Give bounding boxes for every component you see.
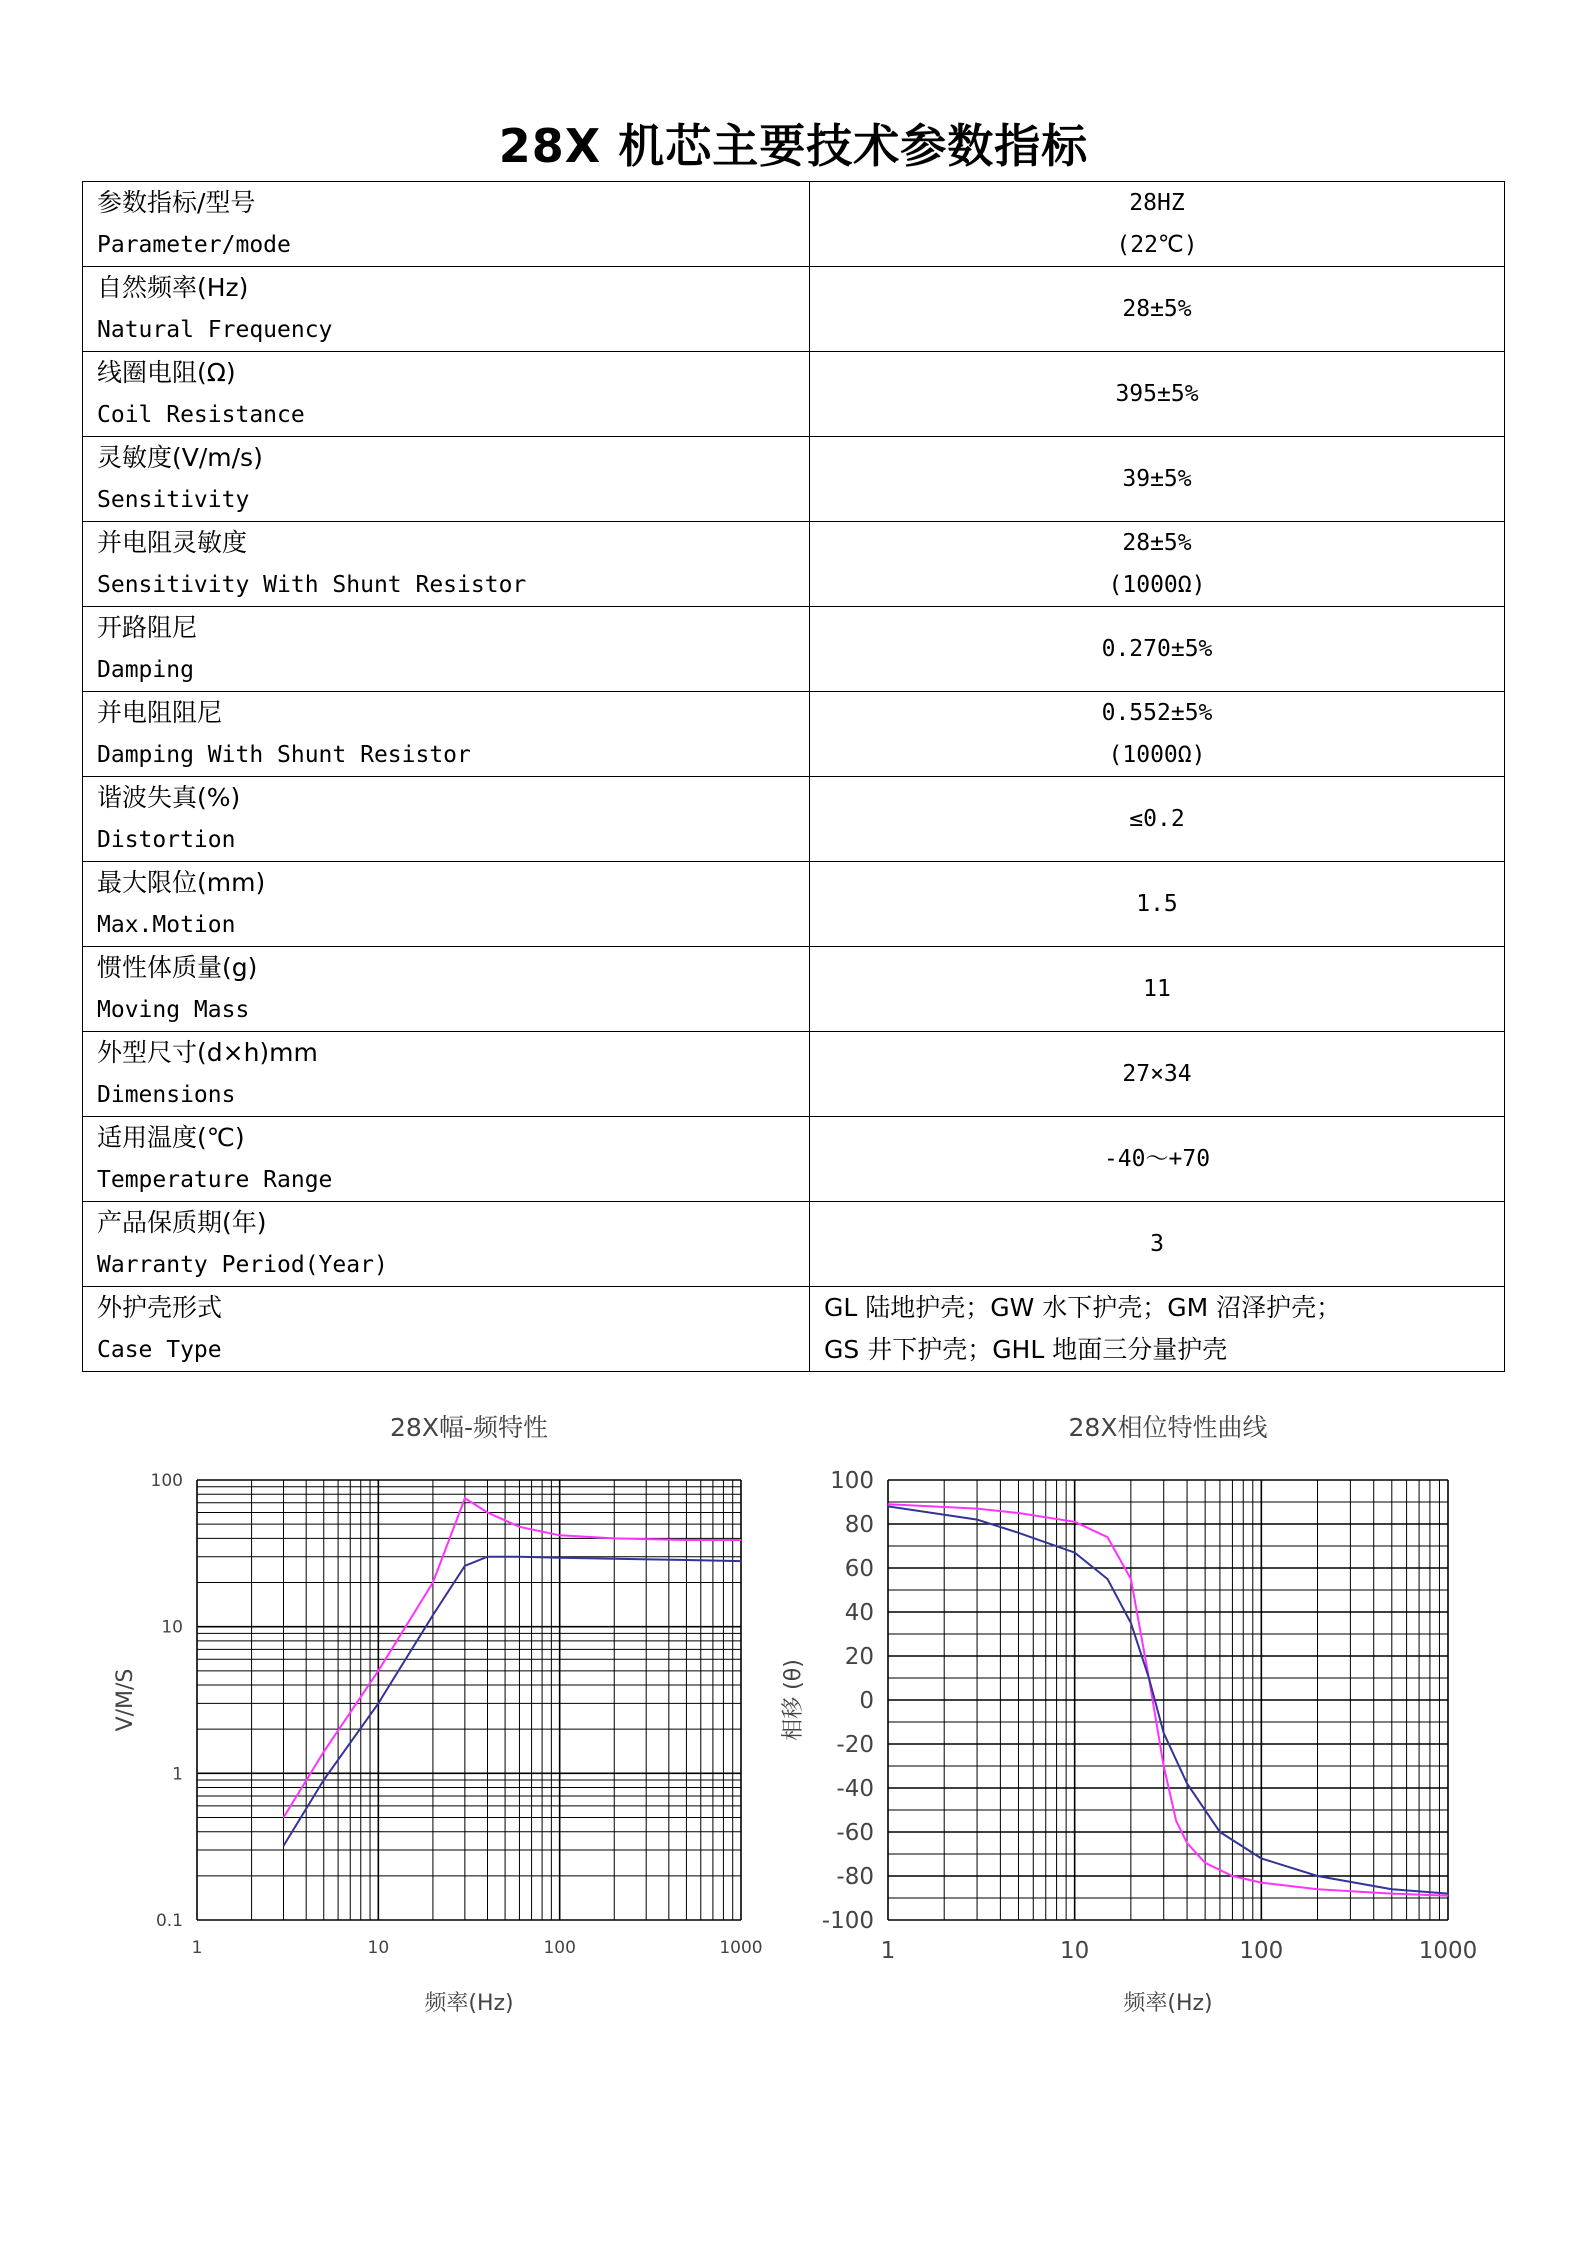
y-tick-label: 20 xyxy=(844,1644,874,1671)
param-cell xyxy=(83,607,810,692)
data-point xyxy=(487,1556,488,1557)
y-axis-label: 相移 (θ) xyxy=(781,1659,806,1741)
header-temp: (22℃) xyxy=(1116,232,1198,258)
data-point xyxy=(1448,1895,1449,1896)
x-tick-label: 1 xyxy=(880,1938,896,1964)
header-param-zh: 参数指标/型号 xyxy=(97,188,256,217)
value: ≤0.2 xyxy=(1129,806,1185,832)
data-point xyxy=(614,1538,615,1539)
y-tick-label: 0 xyxy=(859,1688,874,1715)
amplitude-chart-svg xyxy=(100,1400,780,2040)
param-zh: 惯性体质量(g) xyxy=(97,953,258,982)
data-point xyxy=(283,1845,284,1846)
y-tick-label: 100 xyxy=(150,1470,183,1491)
y-axis-label: V/M/S xyxy=(113,1668,138,1732)
data-point xyxy=(741,1540,742,1541)
table-row xyxy=(83,1032,1505,1117)
data-point xyxy=(1187,1843,1188,1844)
param-cell xyxy=(83,352,810,437)
param-zh: 线圈电阻(Ω) xyxy=(97,358,236,387)
data-point xyxy=(1219,1832,1220,1833)
x-tick-label: 10 xyxy=(1060,1938,1090,1964)
table-row xyxy=(83,777,1505,862)
table-row xyxy=(83,947,1505,1032)
phase-chart-svg xyxy=(780,1400,1500,2040)
data-point xyxy=(888,1504,889,1505)
spec-table xyxy=(82,181,1505,1372)
param-cell xyxy=(83,267,810,352)
value-cell xyxy=(810,267,1505,352)
param-zh: 谐波失真(%) xyxy=(97,783,241,812)
data-point xyxy=(323,1751,324,1752)
param-en: Distortion xyxy=(97,827,236,853)
data-point xyxy=(1317,1889,1318,1890)
value: 1.5 xyxy=(1136,891,1178,917)
data-point xyxy=(378,1670,379,1671)
data-point xyxy=(1074,1552,1075,1553)
value-cell xyxy=(810,522,1505,607)
y-tick-label: -100 xyxy=(821,1908,874,1935)
data-point xyxy=(614,1558,615,1559)
amplitude-chart xyxy=(100,1400,780,2040)
param-cell xyxy=(83,862,810,947)
data-point xyxy=(519,1526,520,1527)
x-tick-label: 10 xyxy=(367,1938,390,1958)
x-tick-label: 1000 xyxy=(1418,1938,1478,1964)
param-en: Dimensions xyxy=(97,1082,236,1108)
table-header-row xyxy=(83,182,1505,267)
y-tick-label: 100 xyxy=(830,1468,874,1495)
x-tick-label: 100 xyxy=(1239,1938,1284,1964)
value: 0.552±5% xyxy=(1101,700,1213,726)
data-point xyxy=(1018,1532,1019,1533)
param-zh: 外护壳形式 xyxy=(97,1293,223,1322)
param-cell xyxy=(83,437,810,522)
table-row xyxy=(83,1287,1505,1372)
value-cell xyxy=(810,692,1505,777)
param-en: Sensitivity xyxy=(97,487,250,513)
param-cell xyxy=(83,1032,810,1117)
data-point xyxy=(686,1560,687,1561)
param-zh: 并电阻灵敏度 xyxy=(97,528,248,557)
data-point xyxy=(519,1556,520,1557)
value: 28±5% xyxy=(1122,296,1192,322)
param-zh: 外型尺寸(d×h)mm xyxy=(97,1038,318,1067)
value-cell xyxy=(810,862,1505,947)
param-en: Max.Motion xyxy=(97,912,236,938)
phase-chart xyxy=(780,1400,1500,2040)
data-point xyxy=(1148,1678,1149,1679)
data-point xyxy=(1130,1623,1131,1624)
header-value-cell xyxy=(810,182,1505,267)
x-tick-label: 100 xyxy=(543,1938,576,1958)
y-tick-label: 80 xyxy=(844,1512,874,1539)
param-cell xyxy=(83,777,810,862)
data-point xyxy=(1176,1821,1177,1822)
data-point xyxy=(741,1561,742,1562)
data-point xyxy=(432,1615,433,1616)
param-en: Temperature Range xyxy=(97,1167,333,1193)
y-tick-label: -60 xyxy=(836,1820,874,1847)
case-type-line2: GS 井下护壳；GHL 地面三分量护壳 xyxy=(824,1335,1228,1364)
value-note: (1000Ω) xyxy=(1108,742,1206,768)
table-row xyxy=(83,862,1505,947)
data-point xyxy=(464,1565,465,1566)
param-cell xyxy=(83,1287,810,1372)
x-tick-label: 1 xyxy=(191,1938,203,1958)
param-cell xyxy=(83,1117,810,1202)
data-point xyxy=(1018,1513,1019,1514)
data-point xyxy=(464,1498,465,1499)
data-point xyxy=(977,1508,978,1509)
chart-title: 28X幅-频特性 xyxy=(390,1413,548,1442)
data-point xyxy=(432,1582,433,1583)
chart-title: 28X相位特性曲线 xyxy=(1068,1413,1268,1442)
value-cell xyxy=(810,1202,1505,1287)
data-point xyxy=(1391,1889,1392,1890)
param-en: Moving Mass xyxy=(97,997,250,1023)
table-row xyxy=(83,437,1505,522)
value-cell xyxy=(810,1117,1505,1202)
value: 27×34 xyxy=(1122,1061,1192,1087)
data-point xyxy=(1391,1893,1392,1894)
value: 395±5% xyxy=(1115,381,1199,407)
y-tick-label: -40 xyxy=(836,1776,874,1803)
data-point xyxy=(323,1780,324,1781)
data-point xyxy=(977,1519,978,1520)
data-point xyxy=(487,1512,488,1513)
value-cell xyxy=(810,1032,1505,1117)
param-zh: 开路阻尼 xyxy=(97,613,198,642)
value: 28±5% xyxy=(1122,530,1192,556)
param-en: Damping With Shunt Resistor xyxy=(97,742,471,768)
value: 0.270±5% xyxy=(1101,636,1213,662)
table-row xyxy=(83,1117,1505,1202)
y-tick-label: 10 xyxy=(161,1617,183,1638)
data-point xyxy=(1107,1579,1108,1580)
table-row xyxy=(83,352,1505,437)
value-cell xyxy=(810,437,1505,522)
data-point xyxy=(686,1540,687,1541)
param-cell xyxy=(83,1202,810,1287)
data-point xyxy=(1163,1733,1164,1734)
value-cell xyxy=(810,352,1505,437)
data-point xyxy=(1130,1579,1131,1580)
header-param-cell xyxy=(83,182,810,267)
table-row xyxy=(83,692,1505,777)
data-point xyxy=(1232,1876,1233,1877)
page-title: 28X 机芯主要技术参数指标 xyxy=(498,119,1089,173)
data-point xyxy=(1448,1893,1449,1894)
header-model: 28HZ xyxy=(1129,190,1185,216)
param-en: Case Type xyxy=(97,1337,222,1363)
param-en: Natural Frequency xyxy=(97,317,333,343)
y-tick-label: 40 xyxy=(844,1600,874,1627)
table-row xyxy=(83,267,1505,352)
param-cell xyxy=(83,692,810,777)
param-en: Coil Resistance xyxy=(97,402,305,428)
value: -40～+70 xyxy=(1103,1146,1211,1172)
param-zh: 自然频率(Hz) xyxy=(97,273,249,302)
data-point xyxy=(1187,1783,1188,1784)
data-point xyxy=(1261,1858,1262,1859)
param-zh: 灵敏度(V/m/s) xyxy=(97,443,263,472)
value: 11 xyxy=(1143,976,1171,1002)
param-zh: 并电阻阻尼 xyxy=(97,698,223,727)
data-point xyxy=(1205,1862,1206,1863)
y-tick-label: 60 xyxy=(844,1556,874,1583)
data-point xyxy=(283,1817,284,1818)
param-zh: 最大限位(mm) xyxy=(97,868,266,897)
x-axis-label: 频率(Hz) xyxy=(424,1991,514,2016)
value-cell xyxy=(810,947,1505,1032)
y-tick-label: -80 xyxy=(836,1864,874,1891)
table-row xyxy=(83,522,1505,607)
data-point xyxy=(1163,1766,1164,1767)
param-zh: 产品保质期(年) xyxy=(97,1208,267,1237)
value-cell xyxy=(810,777,1505,862)
value-note: (1000Ω) xyxy=(1108,572,1206,598)
data-point xyxy=(1107,1537,1108,1538)
param-cell xyxy=(83,522,810,607)
param-en: Warranty Period(Year) xyxy=(97,1252,388,1278)
data-point xyxy=(559,1557,560,1558)
data-point xyxy=(1261,1882,1262,1883)
param-en: Sensitivity With Shunt Resistor xyxy=(97,572,527,598)
table-row xyxy=(83,1202,1505,1287)
param-en: Damping xyxy=(97,657,194,683)
header-param-en: Parameter/mode xyxy=(97,232,291,258)
data-point xyxy=(378,1703,379,1704)
y-tick-label: 0.1 xyxy=(155,1910,183,1931)
param-cell xyxy=(83,947,810,1032)
table-row xyxy=(83,607,1505,692)
value: 39±5% xyxy=(1122,466,1192,492)
case-type-line1: GL 陆地护壳；GW 水下护壳；GM 沼泽护壳； xyxy=(824,1293,1342,1322)
data-point xyxy=(559,1535,560,1536)
series-line-0 xyxy=(284,1498,742,1817)
data-point xyxy=(1074,1521,1075,1522)
y-tick-label: 1 xyxy=(172,1764,183,1785)
x-axis-label: 频率(Hz) xyxy=(1123,1991,1213,2016)
series-line-1 xyxy=(284,1557,742,1846)
value: 3 xyxy=(1150,1231,1164,1257)
data-point xyxy=(888,1506,889,1507)
data-point xyxy=(1317,1876,1318,1877)
value-cell xyxy=(810,1287,1505,1372)
param-zh: 适用温度(℃) xyxy=(97,1123,245,1152)
y-tick-label: -20 xyxy=(836,1732,874,1759)
value-cell xyxy=(810,607,1505,692)
x-tick-label: 1000 xyxy=(719,1938,763,1958)
